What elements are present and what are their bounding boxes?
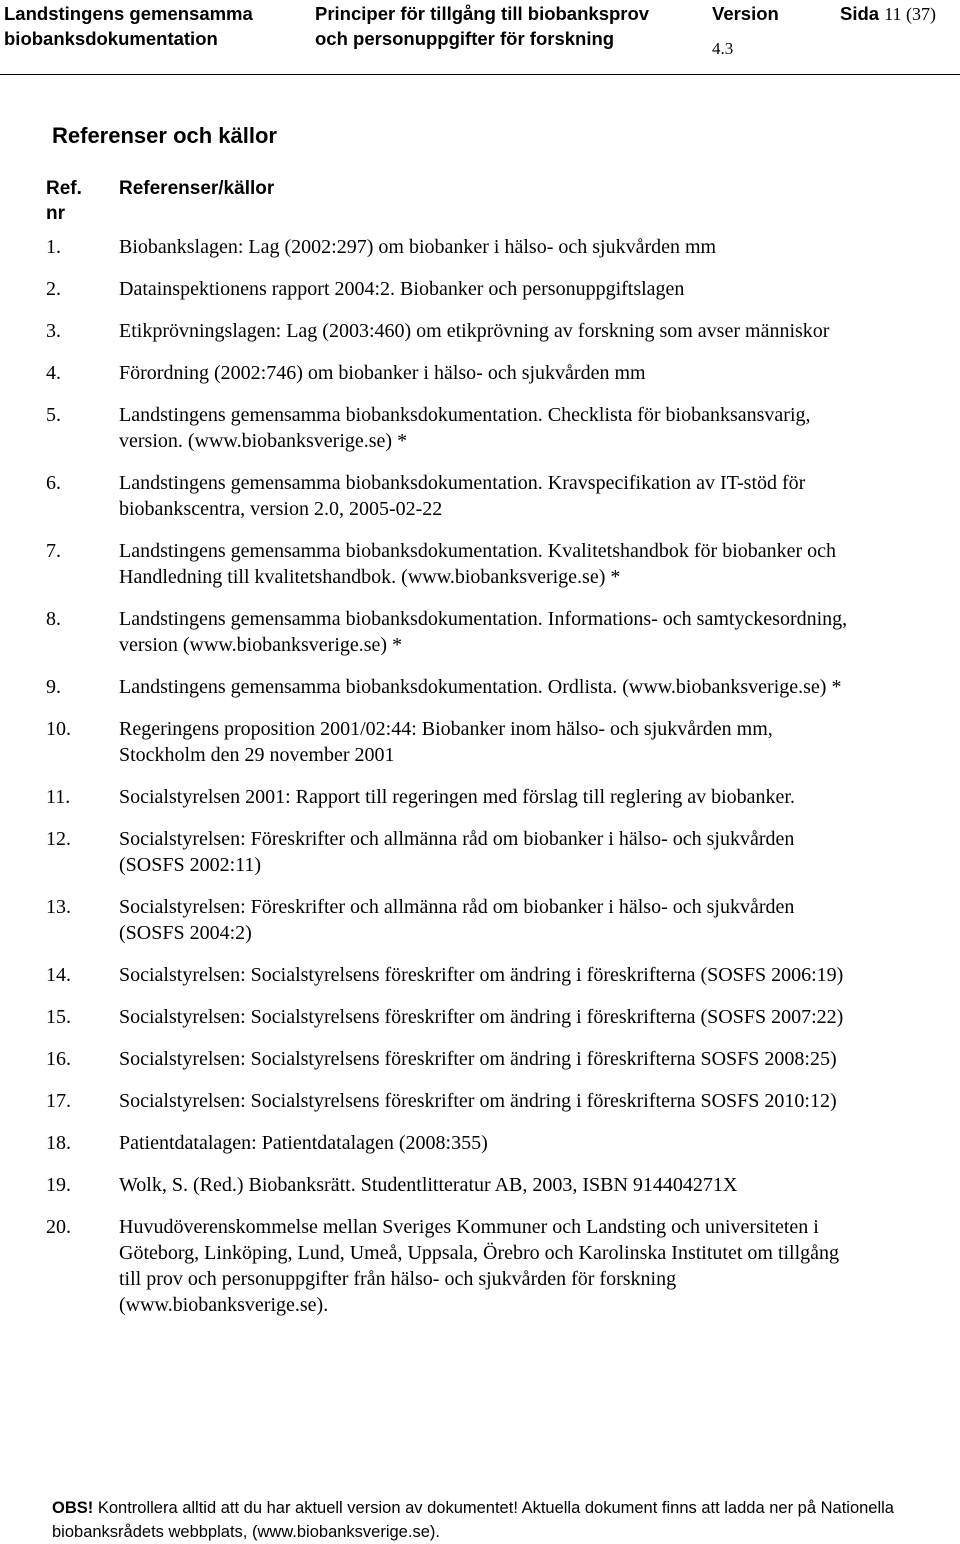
reference-number: 10. — [46, 718, 71, 740]
reference-row — [0, 784, 960, 810]
footer-notice — [52, 1496, 952, 1544]
reference-number: 18. — [46, 1132, 71, 1154]
reference-row — [0, 962, 960, 988]
header-organization — [4, 1, 253, 51]
reference-list — [0, 234, 960, 1334]
footer-notice-text: Kontrollera alltid att du har aktuell version av dokumentet! Aktuella dokument finns att ladda ner på Nationella biobanksrådets webbplats, (www.biobanksverige.se). — [52, 1499, 894, 1541]
reference-row — [0, 402, 960, 454]
header-document-title — [315, 1, 649, 51]
reference-row — [0, 538, 960, 590]
reference-number: 16. — [46, 1048, 71, 1070]
column-header-ref-nr: Ref. nr — [46, 178, 82, 224]
reference-row — [0, 1172, 960, 1198]
header-title-line2: och personuppgifter för forskning — [315, 28, 615, 49]
header-page-number: 11 (37) — [884, 4, 937, 24]
reference-text: Regeringens proposition 2001/02:44: Biobanker inom hälso- och sjukvården mm, Stockholm den 29 november 2001 — [119, 718, 773, 766]
reference-number: 11. — [46, 786, 71, 808]
reference-text: Landstingens gemensamma biobanksdokumentation. Kvalitetshandbok för biobanker och Handledning till kvalitetshandbok. (www.biobanksverige.se) * — [119, 540, 837, 588]
reference-text: Socialstyrelsen: Socialstyrelsens föreskrifter om ändring i föreskrifterna (SOSFS 2006:19) — [119, 964, 844, 986]
reference-number: 19. — [46, 1174, 71, 1196]
reference-row — [0, 1088, 960, 1114]
reference-row — [0, 1130, 960, 1156]
reference-row — [0, 318, 960, 344]
reference-row — [0, 716, 960, 768]
reference-text: Socialstyrelsen: Föreskrifter och allmänna råd om biobanker i hälso- och sjukvården (SOSFS 2002:11) — [119, 828, 795, 876]
reference-text: Landstingens gemensamma biobanksdokumentation. Ordlista. (www.biobanksverige.se) * — [119, 676, 842, 698]
reference-number: 8. — [46, 608, 61, 630]
reference-number: 1. — [46, 236, 61, 258]
header-org-line2: biobanksdokumentation — [4, 28, 218, 49]
reference-number: 12. — [46, 828, 71, 850]
reference-number: 7. — [46, 540, 61, 562]
reference-number: 2. — [46, 278, 61, 300]
reference-number: 13. — [46, 896, 71, 918]
reference-text: Landstingens gemensamma biobanksdokumentation. Kravspecifikation av IT-stöd för biobankscentra, version 2.0, 2005-02-22 — [119, 472, 806, 520]
reference-row — [0, 1046, 960, 1072]
reference-text: Socialstyrelsen 2001: Rapport till regeringen med förslag till reglering av biobanker. — [119, 786, 795, 808]
reference-row — [0, 606, 960, 658]
reference-row — [0, 894, 960, 946]
reference-row — [0, 674, 960, 700]
header-version-label: Version — [712, 3, 779, 24]
reference-row — [0, 1004, 960, 1030]
header-title-line1: Principer för tillgång till biobanksprov — [315, 3, 650, 24]
reference-text: Förordning (2002:746) om biobanker i hälso- och sjukvården mm — [119, 362, 646, 384]
column-header-sources: Referenser/källor — [119, 178, 275, 199]
reference-number: 15. — [46, 1006, 71, 1028]
reference-row — [0, 234, 960, 260]
header-page-label: Sida — [840, 3, 880, 24]
reference-text: Landstingens gemensamma biobanksdokumentation. Informations- och samtyckesordning, version (www.biobanksverige.se) * — [119, 608, 848, 656]
reference-text: Wolk, S. (Red.) Biobanksrätt. Studentlitteratur AB, 2003, ISBN 914404271X — [119, 1174, 738, 1196]
reference-number: 3. — [46, 320, 61, 342]
reference-text: Landstingens gemensamma biobanksdokumentation. Checklista för biobanksansvarig, version. (www.biobanksverige.se) * — [119, 404, 811, 452]
reference-text: Biobankslagen: Lag (2002:297) om biobanker i hälso- och sjukvården mm — [119, 236, 717, 258]
reference-text: Patientdatalagen: Patientdatalagen (2008:355) — [119, 1132, 488, 1154]
reference-row — [0, 276, 960, 302]
reference-number: 6. — [46, 472, 61, 494]
footer-notice-label: OBS! — [52, 1499, 94, 1517]
reference-text: Socialstyrelsen: Socialstyrelsens föreskrifter om ändring i föreskrifterna SOSFS 2010:12) — [119, 1090, 837, 1112]
reference-number: 14. — [46, 964, 71, 986]
reference-row — [0, 360, 960, 386]
reference-number: 20. — [46, 1216, 71, 1238]
reference-text: Socialstyrelsen: Föreskrifter och allmänna råd om biobanker i hälso- och sjukvården (SOSFS 2004:2) — [119, 896, 795, 944]
reference-text: Socialstyrelsen: Socialstyrelsens föreskrifter om ändring i föreskrifterna (SOSFS 2007:22) — [119, 1006, 844, 1028]
reference-text: Datainspektionens rapport 2004:2. Biobanker och personuppgiftslagen — [119, 278, 685, 300]
reference-text: Etikprövningslagen: Lag (2003:460) om etikprövning av forskning som avser människor — [119, 320, 830, 342]
reference-row — [0, 470, 960, 522]
header-org-line1: Landstingens gemensamma — [4, 3, 253, 24]
header-page-indicator — [840, 1, 936, 27]
reference-number: 4. — [46, 362, 61, 384]
reference-number: 9. — [46, 676, 61, 698]
reference-number: 5. — [46, 404, 61, 426]
reference-row — [0, 826, 960, 878]
reference-row — [0, 1214, 960, 1318]
reference-text: Socialstyrelsen: Socialstyrelsens föreskrifter om ändring i föreskrifterna SOSFS 2008:25) — [119, 1048, 837, 1070]
header-divider — [0, 74, 960, 75]
section-title: Referenser och källor — [52, 123, 277, 148]
reference-text: Huvudöverenskommelse mellan Sveriges Kommuner och Landsting och universiteten i Göteborg, Linköping, Lund, Umeå, Uppsala, Örebro och Karolinska Institutet om tillgång till prov och personuppgifter från hälso- och sjukvården för forskning (www.biobanksverige.se). — [119, 1216, 840, 1316]
header-version-number: 4.3 — [712, 39, 734, 58]
reference-number: 17. — [46, 1090, 71, 1112]
